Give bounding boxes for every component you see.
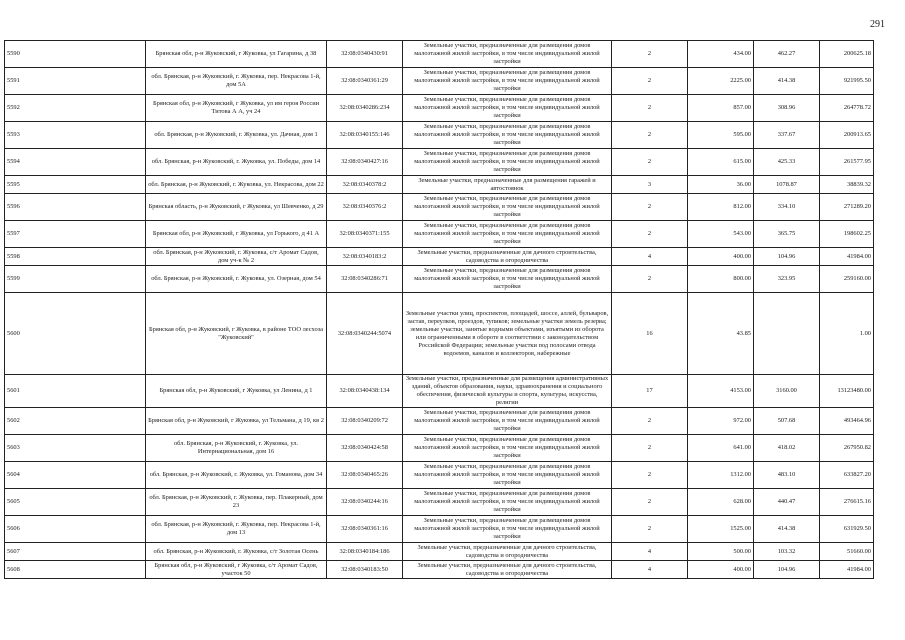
group-cell: 2 — [612, 122, 688, 149]
address-cell: Брянская область, р-н Жуковский, г Жуковка, ул Шевченко, д 29 — [146, 194, 327, 221]
land-use-cell: Земельные участки, предназначенные для размещения гаражей и автостоянок — [403, 176, 612, 194]
table-row — [5, 248, 874, 266]
area-cell: 812.00 — [688, 194, 754, 221]
cadastral-value-cell: 13123480.00 — [820, 375, 874, 408]
row-number: 5601 — [5, 375, 146, 408]
land-use-cell: Земельные участки, предназначенные для дачного строительства, садоводства и огородничества — [403, 248, 612, 266]
group-cell: 4 — [612, 543, 688, 561]
cadastral-number-cell: 32:08:0340438:134 — [327, 375, 403, 408]
land-use-cell: Земельные участки, предназначенные для размещения домов малоэтажной жилой застройки, в том числе индивидуальной жилой застройки — [403, 41, 612, 68]
row-number: 5598 — [5, 248, 146, 266]
land-use-cell: Земельные участки, предназначенные для размещения домов малоэтажной жилой застройки, в том числе индивидуальной жилой застройки — [403, 489, 612, 516]
cadastral-value-cell: 41984.00 — [820, 248, 874, 266]
table-row — [5, 489, 874, 516]
cadastral-value-cell: 200913.65 — [820, 122, 874, 149]
land-use-cell: Земельные участки, предназначенные для размещения домов малоэтажной жилой застройки, в том числе индивидуальной жилой застройки — [403, 194, 612, 221]
group-cell: 3 — [612, 176, 688, 194]
area-cell: 400.00 — [688, 561, 754, 579]
land-use-cell: Земельные участки, предназначенные для размещения домов малоэтажной жилой застройки, в том числе индивидуальной жилой застройки — [403, 408, 612, 435]
address-cell: обл. Брянская, р-н Жуковский, г. Жуковка, ул. Некрасова, дом 22 — [146, 176, 327, 194]
cadastral-value-cell: 921995.50 — [820, 68, 874, 95]
specific-value-cell: 103.32 — [754, 543, 820, 561]
group-cell: 2 — [612, 95, 688, 122]
table-row — [5, 293, 874, 375]
area-cell: 2225.00 — [688, 68, 754, 95]
table-row — [5, 194, 874, 221]
table-row — [5, 68, 874, 95]
specific-value-cell: 440.47 — [754, 489, 820, 516]
cadastral-number-cell: 32:08:0340376:2 — [327, 194, 403, 221]
address-cell: обл. Брянская, р-н Жуковский, г. Жуковка, ул. Озерная, дом 54 — [146, 266, 327, 293]
address-cell: обл. Брянская, р-н Жуковский, г. Жуковка, ул. Гоманова, дом 34 — [146, 462, 327, 489]
area-cell: 1525.00 — [688, 516, 754, 543]
row-number: 5606 — [5, 516, 146, 543]
group-cell: 4 — [612, 561, 688, 579]
specific-value-cell: 462.27 — [754, 41, 820, 68]
row-number: 5599 — [5, 266, 146, 293]
cadastral-value-cell: 271289.20 — [820, 194, 874, 221]
address-cell: обл. Брянская, р-н Жуковский, г. Жуковка, с/т Золотая Осень — [146, 543, 327, 561]
group-cell: 2 — [612, 266, 688, 293]
area-cell: 43.85 — [688, 293, 754, 375]
row-number: 5594 — [5, 149, 146, 176]
area-cell: 543.00 — [688, 221, 754, 248]
address-cell: обл. Брянская, р-н Жуковский, г. Жуковка, пер. Некрасова 1-й, дом 5А — [146, 68, 327, 95]
group-cell: 2 — [612, 149, 688, 176]
cadastral-value-cell: 198602.25 — [820, 221, 874, 248]
address-cell: Брянская обл, р-н Жуковский, г Жуковка, в районе ТОО лесхоза "Жуковский" — [146, 293, 327, 375]
group-cell: 2 — [612, 408, 688, 435]
cadastral-number-cell: 32:08:0340155:146 — [327, 122, 403, 149]
row-number: 5593 — [5, 122, 146, 149]
address-cell: обл. Брянская, р-н Жуковский, г. Жуковка, ул. Дачная, дом 1 — [146, 122, 327, 149]
specific-value-cell: 323.95 — [754, 266, 820, 293]
specific-value-cell: 414.38 — [754, 68, 820, 95]
land-use-cell: Земельные участки, предназначенные для размещения домов малоэтажной жилой застройки, в том числе индивидуальной жилой застройки — [403, 221, 612, 248]
address-cell: Брянская обл, р-н Жуковский, г Жуковка, ул им героя России Титова А А, уч 24 — [146, 95, 327, 122]
group-cell: 16 — [612, 293, 688, 375]
table-row — [5, 176, 874, 194]
specific-value-cell: 308.96 — [754, 95, 820, 122]
group-cell: 2 — [612, 435, 688, 462]
cadastral-number-cell: 32:08:0340244:5074 — [327, 293, 403, 375]
table-row — [5, 375, 874, 408]
cadastral-value-cell: 276615.16 — [820, 489, 874, 516]
land-use-cell: Земельные участки, предназначенные для размещения домов малоэтажной жилой застройки, в том числе индивидуальной жилой застройки — [403, 266, 612, 293]
row-number: 5604 — [5, 462, 146, 489]
cadastral-value-cell: 493464.96 — [820, 408, 874, 435]
row-number: 5590 — [5, 41, 146, 68]
row-number: 5592 — [5, 95, 146, 122]
table-row — [5, 408, 874, 435]
cadastral-number-cell: 32:08:0340244:16 — [327, 489, 403, 516]
area-cell: 615.00 — [688, 149, 754, 176]
group-cell: 2 — [612, 41, 688, 68]
land-use-cell: Земельные участки, предназначенные для размещения домов малоэтажной жилой застройки, в том числе индивидуальной жилой застройки — [403, 68, 612, 95]
address-cell: обл. Брянская, р-н Жуковский, г. Жуковка, ул. Интернациональная, дом 16 — [146, 435, 327, 462]
table-body — [5, 41, 874, 579]
row-number: 5607 — [5, 543, 146, 561]
group-cell: 2 — [612, 221, 688, 248]
specific-value-cell: 3160.00 — [754, 375, 820, 408]
specific-value-cell: 414.38 — [754, 516, 820, 543]
land-use-cell: Земельные участки, предназначенные для дачного строительства, садоводства и огородничества — [403, 561, 612, 579]
row-number: 5597 — [5, 221, 146, 248]
table-row — [5, 435, 874, 462]
row-number: 5596 — [5, 194, 146, 221]
row-number: 5595 — [5, 176, 146, 194]
cadastral-number-cell: 32:08:0340209:72 — [327, 408, 403, 435]
cadastral-value-cell: 41984.00 — [820, 561, 874, 579]
land-use-cell: Земельные участки, предназначенные для размещения домов малоэтажной жилой застройки, в том числе индивидуальной жилой застройки — [403, 435, 612, 462]
cadastral-number-cell: 32:08:0340378:2 — [327, 176, 403, 194]
table-row — [5, 462, 874, 489]
table-row — [5, 149, 874, 176]
specific-value-cell: 104.96 — [754, 248, 820, 266]
group-cell: 2 — [612, 194, 688, 221]
cadastral-value-cell: 633827.20 — [820, 462, 874, 489]
address-cell: Брянская обл, р-н Жуковский, г Жуковка, ул Тельмана, д 19, кв 2 — [146, 408, 327, 435]
land-use-cell: Земельные участки, предназначенные для размещения административных зданий, объектов образования, науки, здравоохранения и социального обеспечения, физической культуры и спорта, культуры, искусства, религии — [403, 375, 612, 408]
cadastral-value-cell: 261577.95 — [820, 149, 874, 176]
land-use-cell: Земельные участки, предназначенные для размещения домов малоэтажной жилой застройки, в том числе индивидуальной жилой застройки — [403, 149, 612, 176]
specific-value-cell: 365.75 — [754, 221, 820, 248]
area-cell: 434.00 — [688, 41, 754, 68]
table-row — [5, 516, 874, 543]
area-cell: 36.00 — [688, 176, 754, 194]
land-use-cell: Земельные участки улиц, проспектов, площадей, шоссе, аллей, бульваров, застав, переулков, проездов, тупиков; земельные участки земель резерва; земельные участки, занятые водными объектами, изъятыми из оборота или ограниченными в обороте в соответствии с законодательством Российской Федерации; земельные участки под полосами отвода водоемов, каналов и коллекторов, набережные — [403, 293, 612, 375]
table-row — [5, 122, 874, 149]
table-row — [5, 95, 874, 122]
specific-value-cell: 418.02 — [754, 435, 820, 462]
area-cell: 628.00 — [688, 489, 754, 516]
row-number: 5605 — [5, 489, 146, 516]
row-number: 5602 — [5, 408, 146, 435]
group-cell: 2 — [612, 489, 688, 516]
cadastral-value-cell: 200625.18 — [820, 41, 874, 68]
cadastral-number-cell: 32:08:0340286:234 — [327, 95, 403, 122]
table-row — [5, 266, 874, 293]
row-number: 5608 — [5, 561, 146, 579]
row-number: 5591 — [5, 68, 146, 95]
specific-value-cell — [754, 293, 820, 375]
table-row — [5, 41, 874, 68]
address-cell: обл. Брянская, р-н Жуковский, г. Жуковка, пер. Некрасова 1-й, дом 13 — [146, 516, 327, 543]
table-row — [5, 561, 874, 579]
area-cell: 4153.00 — [688, 375, 754, 408]
address-cell: Брянская обл, р-н Жуковский, г Жуковка, с/т Аромат Садов, участок 50 — [146, 561, 327, 579]
cadastral-number-cell: 32:08:0340361:16 — [327, 516, 403, 543]
row-number: 5603 — [5, 435, 146, 462]
specific-value-cell: 337.67 — [754, 122, 820, 149]
cadastral-value-cell: 267950.82 — [820, 435, 874, 462]
specific-value-cell: 425.33 — [754, 149, 820, 176]
area-cell: 400.00 — [688, 248, 754, 266]
area-cell: 595.00 — [688, 122, 754, 149]
cadastral-number-cell: 32:08:0340424:58 — [327, 435, 403, 462]
row-number: 5600 — [5, 293, 146, 375]
land-use-cell: Земельные участки, предназначенные для размещения домов малоэтажной жилой застройки, в том числе индивидуальной жилой застройки — [403, 516, 612, 543]
area-cell: 1312.00 — [688, 462, 754, 489]
specific-value-cell: 1078.87 — [754, 176, 820, 194]
specific-value-cell: 104.96 — [754, 561, 820, 579]
cadastral-value-cell: 259160.00 — [820, 266, 874, 293]
cadastral-value-table — [4, 40, 874, 579]
cadastral-value-cell: 51660.00 — [820, 543, 874, 561]
land-use-cell: Земельные участки, предназначенные для размещения домов малоэтажной жилой застройки, в том числе индивидуальной жилой застройки — [403, 95, 612, 122]
cadastral-number-cell: 32:08:0340371:155 — [327, 221, 403, 248]
cadastral-value-cell: 631929.50 — [820, 516, 874, 543]
cadastral-number-cell: 32:08:0340465:26 — [327, 462, 403, 489]
group-cell: 4 — [612, 248, 688, 266]
land-use-cell: Земельные участки, предназначенные для размещения домов малоэтажной жилой застройки, в том числе индивидуальной жилой застройки — [403, 462, 612, 489]
page-number: 291 — [870, 19, 885, 30]
specific-value-cell: 483.10 — [754, 462, 820, 489]
address-cell: обл. Брянская, р-н Жуковский, г. Жуковка, пер. Плакерный, дом 23 — [146, 489, 327, 516]
specific-value-cell: 507.68 — [754, 408, 820, 435]
group-cell: 2 — [612, 516, 688, 543]
cadastral-number-cell: 32:08:0340361:29 — [327, 68, 403, 95]
table-row — [5, 543, 874, 561]
area-cell: 857.00 — [688, 95, 754, 122]
address-cell: Брянская обл, р-н Жуковский, г Жуковка, ул Гагарина, д 38 — [146, 41, 327, 68]
land-use-cell: Земельные участки, предназначенные для размещения домов малоэтажной жилой застройки, в том числе индивидуальной жилой застройки — [403, 122, 612, 149]
area-cell: 641.00 — [688, 435, 754, 462]
cadastral-number-cell: 32:08:0340183:50 — [327, 561, 403, 579]
cadastral-value-cell: 1.00 — [820, 293, 874, 375]
group-cell: 2 — [612, 68, 688, 95]
cadastral-number-cell: 32:08:0340427:16 — [327, 149, 403, 176]
group-cell: 17 — [612, 375, 688, 408]
cadastral-value-cell: 264778.72 — [820, 95, 874, 122]
specific-value-cell: 334.10 — [754, 194, 820, 221]
cadastral-number-cell: 32:08:0340183:2 — [327, 248, 403, 266]
group-cell: 2 — [612, 462, 688, 489]
address-cell: Брянская обл, р-н Жуковский, г Жуковка, ул Горького, д 41 А — [146, 221, 327, 248]
address-cell: обл. Брянская, р-н Жуковский, г. Жуковка, с/т Аромат Садов, дом уч-к № 2 — [146, 248, 327, 266]
table-row — [5, 221, 874, 248]
address-cell: Брянская обл, р-н Жуковский, г Жуковка, ул Ленина, д 1 — [146, 375, 327, 408]
cadastral-number-cell: 32:08:0340286:71 — [327, 266, 403, 293]
land-use-cell: Земельные участки, предназначенные для дачного строительства, садоводства и огородничества — [403, 543, 612, 561]
area-cell: 500.00 — [688, 543, 754, 561]
cadastral-value-cell: 38839.32 — [820, 176, 874, 194]
address-cell: обл. Брянская, р-н Жуковский, г. Жуковка, ул. Победы, дом 14 — [146, 149, 327, 176]
cadastral-number-cell: 32:08:0340430:91 — [327, 41, 403, 68]
cadastral-number-cell: 32:08:0340184:186 — [327, 543, 403, 561]
area-cell: 972.00 — [688, 408, 754, 435]
area-cell: 800.00 — [688, 266, 754, 293]
